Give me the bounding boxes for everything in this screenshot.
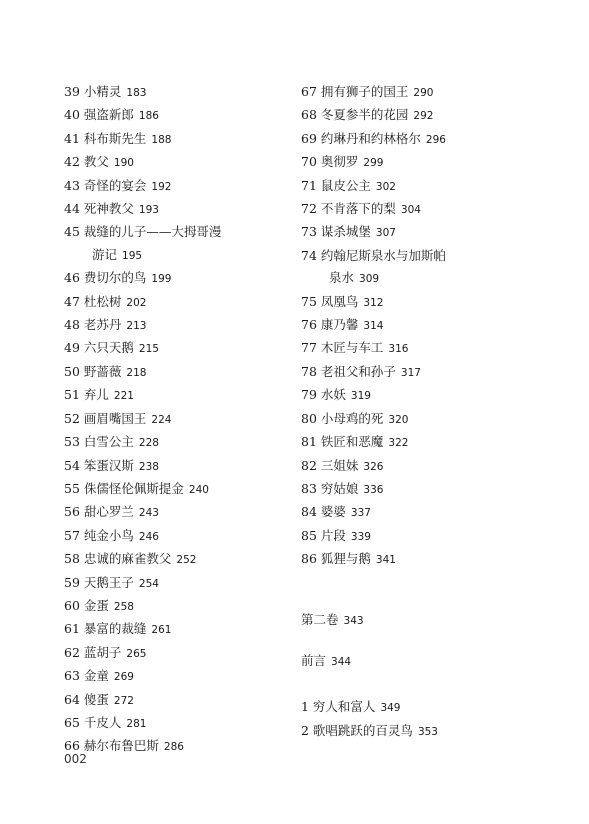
entry-title: 72 不肯落下的梨 [301,201,396,217]
entry-page: 337 [350,507,371,520]
entry-page: 307 [375,227,396,240]
entry-title-continued: 泉水 [329,270,355,286]
entry-title: 64 傻蛋 [64,691,109,707]
entry-title: 41 科布斯先生 [64,130,147,146]
entry-title: 85 片段 [301,527,346,543]
entry-title: 62 蓝胡子 [64,644,122,660]
entry-title: 65 千皮人 [64,714,122,730]
toc-entry [301,431,571,454]
toc-entry [64,198,284,221]
entry-page: 224 [151,413,172,426]
entry-title: 前言 [301,652,327,668]
entry-page: 341 [375,554,396,567]
entry-page: 188 [151,133,172,146]
entry-title: 43 奇怪的宴会 [64,177,147,193]
toc-entry [301,221,571,244]
toc-entry [301,128,571,151]
toc-entry [64,408,284,431]
entry-title: 53 白雪公主 [64,434,134,450]
toc-left-column [64,81,284,759]
entry-title-continued: 游记 [92,246,118,262]
entry-page: 281 [126,717,147,730]
toc-entry [64,478,284,501]
entry-page: 261 [151,624,172,637]
toc-entry [301,151,571,174]
entry-continuation [301,267,571,290]
spacer [301,673,571,696]
toc-entry [64,361,284,384]
entry-title: 51 弃儿 [64,387,109,403]
entry-title: 80 小母鸡的死 [301,410,384,426]
entry-page: 319 [350,390,371,403]
toc-entry [64,689,284,712]
entry-page: 309 [359,273,380,286]
entry-page: 238 [138,460,159,473]
entry-title: 70 奥彻罗 [301,154,359,170]
entry-title: 42 教父 [64,154,109,170]
entry-title: 81 铁匠和恶魔 [301,434,384,450]
toc-entry [64,642,284,665]
entry-page: 304 [400,204,421,217]
entry-title: 57 纯金小鸟 [64,527,134,543]
entry-page: 312 [363,296,384,309]
toc-entry [301,291,571,314]
toc-entry [64,291,284,314]
entry-title: 55 侏儒怪伦佩斯提金 [64,480,184,496]
entry-page: 190 [113,157,134,170]
entry-title: 45 裁缝的儿子——大拇哥漫 [64,224,222,240]
entry-title: 52 画眉嘴国王 [64,410,147,426]
entry-page: 316 [388,343,409,356]
entry-title: 49 六只天鹅 [64,340,134,356]
entry-title: 78 老祖父和孙子 [301,363,396,379]
toc-entry [64,384,284,407]
toc-entry [64,431,284,454]
toc-entry [301,501,571,524]
toc-entry [64,548,284,571]
toc-entry [64,314,284,337]
entry-title: 84 婆婆 [301,504,346,520]
toc-entry [64,525,284,548]
entry-title: 60 金蛋 [64,597,109,613]
entry-page: 336 [363,483,384,496]
toc-entry [64,712,284,735]
toc-entry [301,337,571,360]
toc-entry [301,81,571,104]
spacer [301,632,571,650]
toc-entry [64,501,284,524]
toc-entry [64,572,284,595]
entry-title: 40 强盗新郎 [64,107,134,123]
entry-page: 296 [425,133,446,146]
entry-page: 193 [138,204,159,217]
entry-page: 299 [363,157,384,170]
entry-page: 322 [388,437,409,450]
entry-title: 74 约翰尼斯泉水与加斯帕 [301,247,446,263]
toc-entry [301,525,571,548]
entry-page: 252 [176,554,197,567]
toc-entry [64,618,284,641]
toc-entry [64,175,284,198]
toc-entry [301,720,571,743]
spacer [301,572,571,609]
entry-title: 82 三姐妹 [301,457,359,473]
entry-title: 83 穷姑娘 [301,480,359,496]
toc-right-column [301,81,571,743]
toc-entry [301,408,571,431]
entry-page: 269 [113,671,134,684]
page-number: 002 [64,752,87,766]
entry-page: 317 [400,366,421,379]
entry-title: 71 鼠皮公主 [301,177,371,193]
toc-entry [301,361,571,384]
entry-page: 215 [138,343,159,356]
entry-title: 58 忠诚的麻雀教父 [64,551,172,567]
entry-page: 343 [343,614,364,627]
entry-title: 75 凤凰鸟 [301,293,359,309]
toc-entry [301,104,571,127]
toc-entry [301,478,571,501]
entry-title: 68 冬夏参半的花园 [301,107,409,123]
toc-entry [64,104,284,127]
toc-entry [64,455,284,478]
entry-title: 77 木匠与车工 [301,340,384,356]
entry-title: 48 老苏丹 [64,317,122,333]
entry-page: 302 [375,180,396,193]
entry-page: 339 [350,530,371,543]
entry-page: 326 [363,460,384,473]
entry-page: 272 [113,694,134,707]
entry-page: 265 [126,647,147,660]
entry-page: 202 [126,296,147,309]
toc-entry [64,337,284,360]
entry-page: 186 [138,110,159,123]
toc-entry [301,384,571,407]
entry-page: 254 [138,577,159,590]
entry-page: 290 [413,87,434,99]
toc-right-entries [301,81,571,572]
toc-entry [301,245,571,291]
entry-page: 258 [113,600,134,613]
entry-page: 286 [163,741,184,754]
entry-title: 69 约琳丹和约林格尔 [301,130,421,146]
toc-entry [64,267,284,290]
entry-title: 61 暴富的裁缝 [64,621,147,637]
entry-page: 195 [122,249,143,262]
toc-entry [301,455,571,478]
entry-title: 86 狐狸与鹅 [301,551,371,567]
toc-entry [64,735,284,758]
entry-title: 73 谋杀城堡 [301,224,371,240]
toc-entry [64,665,284,688]
entry-title: 39 小精灵 [64,84,122,99]
entry-page: 353 [417,725,438,738]
entry-page: 183 [126,87,147,99]
entry-title: 1 穷人和富人 [301,699,376,715]
entry-title: 76 康乃馨 [301,317,359,333]
toc-entry [64,221,284,267]
entry-title: 56 甜心罗兰 [64,504,134,520]
entry-title: 47 杜松树 [64,293,122,309]
toc-entry [301,314,571,337]
entry-page: 240 [188,483,209,496]
toc-entry [301,548,571,571]
toc-entry-preface [301,650,571,673]
entry-title: 63 金童 [64,668,109,684]
entry-title: 第二卷 [301,611,339,627]
toc-entry [301,198,571,221]
entry-page: 199 [151,273,172,286]
toc-entry [64,151,284,174]
entry-continuation [64,244,284,267]
toc-entry [301,175,571,198]
entry-page: 213 [126,320,147,333]
entry-page: 349 [380,702,401,715]
toc-entry [301,696,571,719]
entry-title: 46 费切尔的鸟 [64,270,147,286]
entry-page: 243 [138,507,159,520]
entry-page: 292 [413,110,434,123]
entry-title: 59 天鹅王子 [64,574,134,590]
toc-entry-volume-2 [301,609,571,632]
entry-title: 79 水妖 [301,387,346,403]
entry-title: 67 拥有狮子的国王 [301,84,409,99]
toc-volume-2-entries [301,696,571,743]
entry-title: 44 死神教父 [64,201,134,217]
entry-page: 218 [126,366,147,379]
entry-title: 54 笨蛋汉斯 [64,457,134,473]
entry-page: 192 [151,180,172,193]
entry-page: 344 [331,655,352,668]
toc-entry [64,128,284,151]
entry-title: 66 赫尔布鲁巴斯 [64,738,159,754]
entry-title: 2 歌唱跳跃的百灵鸟 [301,722,413,738]
entry-page: 320 [388,413,409,426]
toc-entry [64,595,284,618]
entry-page: 314 [363,320,384,333]
entry-page: 228 [138,437,159,450]
entry-page: 246 [138,530,159,543]
entry-title: 50 野蔷薇 [64,363,122,379]
toc-entry [64,81,284,104]
entry-page: 221 [113,390,134,403]
